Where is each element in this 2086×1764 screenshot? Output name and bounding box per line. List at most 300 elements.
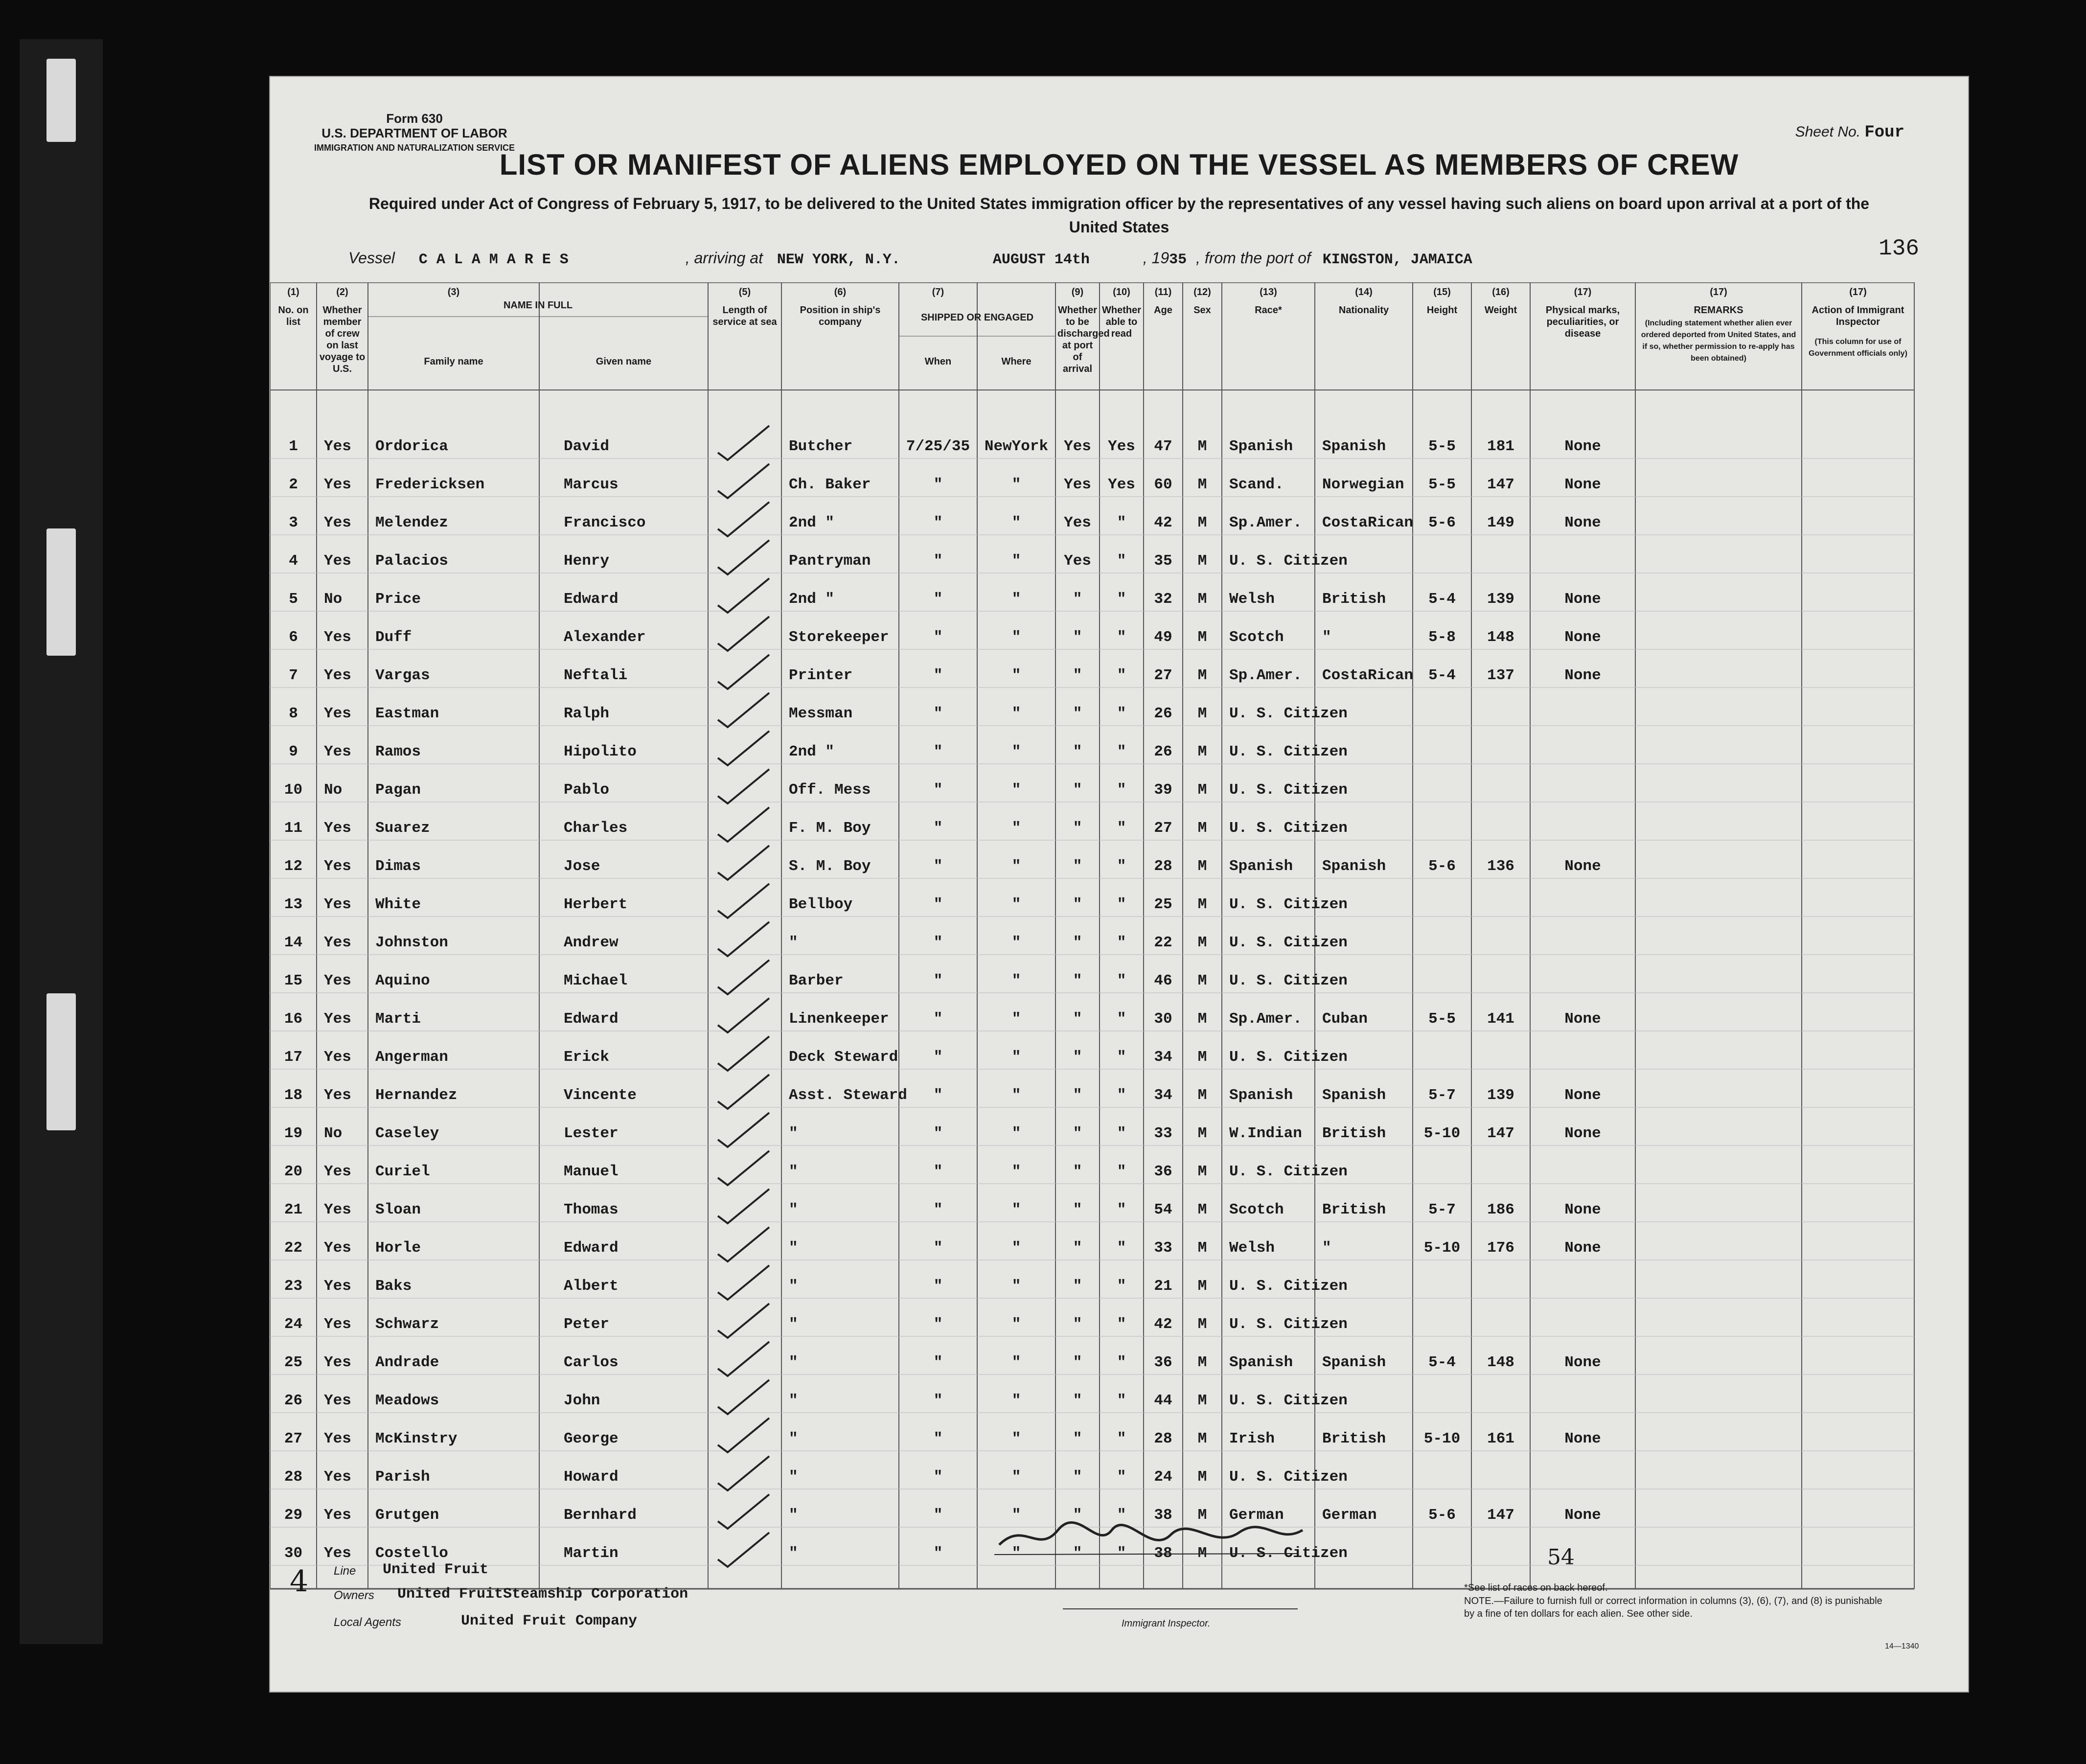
row-number: 29	[284, 1507, 303, 1524]
weight: 141	[1487, 1010, 1514, 1028]
position: F. M. Boy	[789, 820, 871, 837]
weight: 147	[1487, 1507, 1514, 1524]
age: 36	[1154, 1163, 1172, 1180]
row-number: 14	[284, 934, 303, 951]
height: 5-5	[1428, 438, 1456, 455]
able-to-read: "	[1117, 1430, 1126, 1447]
shipped-where: "	[1011, 896, 1021, 913]
shipped-when: "	[933, 1354, 943, 1371]
row-number: 19	[284, 1125, 303, 1142]
check-mark	[718, 731, 769, 765]
family-name: Grutgen	[375, 1507, 439, 1524]
shipped-when: "	[933, 1125, 943, 1142]
row-number: 3	[289, 514, 298, 531]
column-header-read: Whether able to read	[1102, 305, 1141, 339]
manifest-sheet	[269, 76, 1969, 1693]
weight: 137	[1487, 667, 1514, 684]
vessel-name: C A L A M A R E S	[418, 252, 569, 268]
last-voyage: Yes	[324, 1507, 351, 1524]
family-name: White	[375, 896, 421, 913]
family-name: Ordorica	[375, 438, 448, 455]
sex: M	[1197, 1201, 1207, 1218]
age: 35	[1154, 552, 1172, 570]
inspector-label: Immigrant Inspector.	[1122, 1618, 1211, 1629]
race: Sp.Amer.	[1229, 514, 1302, 531]
sex: M	[1197, 438, 1207, 455]
family-name: Baks	[375, 1278, 412, 1295]
last-voyage: No	[324, 1125, 343, 1142]
column-header-nationality: Nationality	[1338, 305, 1389, 316]
race: U. S. Citizen	[1229, 1545, 1348, 1562]
position: Pantryman	[789, 552, 871, 570]
position: Linenkeeper	[789, 1010, 889, 1028]
physical-marks: None	[1564, 1010, 1601, 1028]
check-mark	[718, 1075, 769, 1109]
line-value: United Fruit	[383, 1561, 489, 1578]
family-name: Dimas	[375, 858, 421, 875]
height: 5-6	[1428, 858, 1456, 875]
last-voyage: Yes	[324, 1392, 351, 1409]
column-number: (17)	[1574, 287, 1592, 298]
check-mark	[718, 578, 769, 613]
check-mark	[718, 960, 769, 994]
last-voyage: Yes	[324, 438, 351, 455]
row-number: 9	[289, 743, 298, 760]
last-voyage: Yes	[324, 972, 351, 989]
discharged: "	[1073, 1316, 1082, 1333]
nationality: Spanish	[1322, 1087, 1386, 1104]
race: German	[1229, 1507, 1284, 1524]
given-name: Bernhard	[564, 1507, 637, 1524]
discharged: "	[1073, 1239, 1082, 1257]
column-header-remarks: REMARKS	[1694, 305, 1743, 316]
discharged: Yes	[1064, 552, 1091, 570]
owners-label: Owners	[334, 1589, 374, 1602]
weight: 186	[1487, 1201, 1514, 1218]
given-name: Michael	[564, 972, 628, 989]
given-name: Edward	[564, 591, 619, 608]
weight: 139	[1487, 1087, 1514, 1104]
height: 5-10	[1423, 1239, 1461, 1257]
last-voyage: Yes	[324, 629, 351, 646]
position: Deck Steward	[789, 1049, 898, 1066]
age: 24	[1154, 1468, 1172, 1486]
shipped-where: "	[1011, 1201, 1021, 1218]
margin-mark: 4	[290, 1564, 309, 1599]
nationality: "	[1322, 629, 1331, 646]
last-voyage: No	[324, 781, 343, 799]
binder-edge	[20, 39, 103, 1644]
shipped-when: "	[933, 743, 943, 760]
last-voyage: Yes	[324, 705, 351, 722]
family-name: Andrade	[375, 1354, 439, 1371]
row-number: 20	[284, 1163, 303, 1180]
shipped-when: "	[933, 667, 943, 684]
age: 33	[1154, 1125, 1172, 1142]
discharged: "	[1073, 1507, 1082, 1524]
binder-tab	[46, 59, 76, 142]
weight: 148	[1487, 1354, 1514, 1371]
shipped-where: "	[1011, 705, 1021, 722]
department: U.S. DEPARTMENT OF LABOR	[321, 126, 507, 140]
given-name: Martin	[564, 1545, 619, 1562]
weight: 147	[1487, 1125, 1514, 1142]
sex: M	[1197, 1049, 1207, 1066]
able-to-read: "	[1117, 1278, 1126, 1295]
given-name: Edward	[564, 1239, 619, 1257]
position: "	[789, 1163, 798, 1180]
position: "	[789, 1468, 798, 1486]
last-voyage: Yes	[324, 1278, 351, 1295]
able-to-read: "	[1117, 629, 1126, 646]
column-number: (13)	[1260, 287, 1277, 298]
shipped-where: "	[1011, 1316, 1021, 1333]
last-voyage: Yes	[324, 858, 351, 875]
check-mark	[718, 1036, 769, 1071]
discharged: "	[1073, 1087, 1082, 1104]
check-mark	[718, 693, 769, 727]
last-voyage: Yes	[324, 1430, 351, 1447]
weight: 176	[1487, 1239, 1514, 1257]
binder-tab	[46, 528, 76, 656]
check-mark	[718, 1456, 769, 1490]
discharged: "	[1073, 1468, 1082, 1486]
last-voyage: Yes	[324, 1239, 351, 1257]
owners-value: United FruitSteamship Corporation	[397, 1586, 688, 1603]
column-number: (1)	[287, 287, 299, 298]
discharged: "	[1073, 1049, 1082, 1066]
shipped-where: "	[1011, 476, 1021, 493]
last-voyage: Yes	[324, 1087, 351, 1104]
given-name: Charles	[564, 820, 628, 837]
given-name: Howard	[564, 1468, 619, 1486]
nationality: British	[1322, 1201, 1386, 1218]
race: Scotch	[1229, 629, 1284, 646]
discharged: "	[1073, 705, 1082, 722]
physical-marks: None	[1564, 1239, 1601, 1257]
nationality: CostaRican	[1322, 514, 1414, 531]
given-name: Alexander	[564, 629, 646, 646]
position: Asst. Steward	[789, 1087, 907, 1104]
discharged: "	[1073, 972, 1082, 989]
shipped-where: "	[1011, 514, 1021, 531]
family-name: Suarez	[375, 820, 430, 837]
nationality: Norwegian	[1322, 476, 1404, 493]
age: 28	[1154, 1430, 1172, 1447]
family-name: Price	[375, 591, 421, 608]
family-name: Sloan	[375, 1201, 421, 1218]
position: "	[789, 1316, 798, 1333]
nationality: British	[1322, 591, 1386, 608]
column-number: (10)	[1113, 287, 1130, 298]
position: "	[789, 934, 798, 951]
discharged: "	[1073, 591, 1082, 608]
height: 5-4	[1428, 591, 1456, 608]
sex: M	[1197, 781, 1207, 799]
last-voyage: Yes	[324, 1049, 351, 1066]
page-subtitle: Required under Act of Congress of February 5, 1917, to be delivered to the United States immigration officer by the representatives of any vessel having such aliens on board upon arrival at a port of the United States	[368, 195, 1870, 236]
able-to-read: "	[1117, 1468, 1126, 1486]
given-name: Hipolito	[564, 743, 637, 760]
family-name: Pagan	[375, 781, 421, 799]
check-mark	[718, 1304, 769, 1338]
discharged: "	[1073, 1392, 1082, 1409]
able-to-read: "	[1117, 1316, 1126, 1333]
given-name: George	[564, 1430, 619, 1447]
race: Welsh	[1229, 591, 1275, 608]
column-header-race: Race*	[1255, 305, 1282, 316]
sex: M	[1197, 514, 1207, 531]
shipped-where: "	[1011, 1392, 1021, 1409]
able-to-read: "	[1117, 514, 1126, 531]
given-name: Pablo	[564, 781, 610, 799]
age: 47	[1154, 438, 1172, 455]
row-number: 16	[284, 1010, 303, 1028]
nationality: Spanish	[1322, 438, 1386, 455]
given-name: Manuel	[564, 1163, 619, 1180]
shipped-when: "	[933, 1316, 943, 1333]
row-number: 22	[284, 1239, 303, 1257]
age: 44	[1154, 1392, 1172, 1409]
race: U. S. Citizen	[1229, 972, 1348, 989]
position: Bellboy	[789, 896, 853, 913]
discharged: "	[1073, 667, 1082, 684]
race: U. S. Citizen	[1229, 1468, 1348, 1486]
discharged: "	[1073, 1430, 1082, 1447]
shipped-when: "	[933, 1545, 943, 1562]
check-mark	[718, 464, 769, 498]
discharged: "	[1073, 1010, 1082, 1028]
nationality: "	[1322, 1239, 1331, 1257]
height: 5-10	[1423, 1125, 1461, 1142]
given-name: Andrew	[564, 934, 619, 951]
given-name: Herbert	[564, 896, 628, 913]
discharged: "	[1073, 1278, 1082, 1295]
able-to-read: Yes	[1108, 476, 1135, 493]
shipped-when: "	[933, 1049, 943, 1066]
column-header-name: NAME IN FULL	[503, 300, 573, 311]
check-mark	[718, 1380, 769, 1414]
sex: M	[1197, 743, 1207, 760]
family-name: Melendez	[375, 514, 448, 531]
age: 42	[1154, 514, 1172, 531]
given-name: Edward	[564, 1010, 619, 1028]
row-number: 28	[284, 1468, 303, 1486]
race: U. S. Citizen	[1229, 705, 1348, 722]
column-number: (12)	[1193, 287, 1211, 298]
shipped-when: "	[933, 1201, 943, 1218]
column-number: (16)	[1492, 287, 1510, 298]
family-name: Duff	[375, 629, 412, 646]
row-number: 30	[284, 1545, 303, 1562]
shipped-when: "	[933, 820, 943, 837]
shipped-when: "	[933, 514, 943, 531]
family-name: Fredericksen	[375, 476, 485, 493]
shipped-where: "	[1011, 1545, 1021, 1562]
family-name: Vargas	[375, 667, 430, 684]
given-name: Erick	[564, 1049, 610, 1066]
page-number: 136	[1879, 236, 1919, 261]
row-number: 15	[284, 972, 303, 989]
family-name: Schwarz	[375, 1316, 439, 1333]
position: Barber	[789, 972, 844, 989]
age: 25	[1154, 896, 1172, 913]
given-name: Ralph	[564, 705, 610, 722]
race: Irish	[1229, 1430, 1275, 1447]
shipped-when: "	[933, 1239, 943, 1257]
height: 5-5	[1428, 1010, 1456, 1028]
age: 60	[1154, 476, 1172, 493]
given-name: Vincente	[564, 1087, 637, 1104]
service: IMMIGRATION AND NATURALIZATION SERVICE	[314, 143, 515, 153]
age: 42	[1154, 1316, 1172, 1333]
sex: M	[1197, 552, 1207, 570]
family-name: Eastman	[375, 705, 439, 722]
discharged: "	[1073, 1125, 1082, 1142]
family-name: Horle	[375, 1239, 421, 1257]
check-mark	[718, 502, 769, 536]
shipped-when: "	[933, 705, 943, 722]
check-mark	[718, 1113, 769, 1147]
shipped-where: "	[1011, 1239, 1021, 1257]
row-number: 10	[284, 781, 303, 799]
able-to-read: "	[1117, 1239, 1126, 1257]
given-name: Francisco	[564, 514, 646, 531]
sex: M	[1197, 1087, 1207, 1104]
shipped-when: "	[933, 781, 943, 799]
sex: M	[1197, 820, 1207, 837]
row-number: 21	[284, 1201, 303, 1218]
shipped-where: "	[1011, 1468, 1021, 1486]
column-number: (17)	[1849, 287, 1867, 298]
height: 5-7	[1428, 1087, 1456, 1104]
column-number: (14)	[1355, 287, 1373, 298]
check-mark	[718, 1342, 769, 1376]
race: Spanish	[1229, 858, 1293, 875]
race: Scand.	[1229, 476, 1284, 493]
line-label: Line	[334, 1564, 356, 1578]
position: 2nd "	[789, 514, 835, 531]
sex: M	[1197, 1010, 1207, 1028]
family-name: Aquino	[375, 972, 430, 989]
shipped-where: "	[1011, 820, 1021, 837]
row-number: 5	[289, 591, 298, 608]
discharged: Yes	[1064, 476, 1091, 493]
shipped-where: "	[1011, 591, 1021, 608]
check-mark	[718, 846, 769, 880]
column-header-shipped: SHIPPED OR ENGAGED	[920, 312, 1034, 323]
race: U. S. Citizen	[1229, 1278, 1348, 1295]
position: "	[789, 1392, 798, 1409]
shipped-when: "	[933, 1278, 943, 1295]
shipped-where: "	[1011, 1049, 1021, 1066]
check-mark	[718, 1418, 769, 1452]
shipped-when: "	[933, 1010, 943, 1028]
position: Printer	[789, 667, 853, 684]
age: 26	[1154, 705, 1172, 722]
column-number: (5)	[738, 287, 751, 298]
race: U. S. Citizen	[1229, 1163, 1348, 1180]
race: U. S. Citizen	[1229, 781, 1348, 799]
column-number: (17)	[1710, 287, 1727, 298]
year-suffix: 35	[1169, 252, 1187, 268]
family-name: Caseley	[375, 1125, 439, 1142]
given-name: Thomas	[564, 1201, 619, 1218]
row-number: 11	[284, 820, 303, 837]
race: Welsh	[1229, 1239, 1275, 1257]
column-header-given: Given name	[596, 356, 652, 367]
able-to-read: "	[1117, 781, 1126, 799]
last-voyage: Yes	[324, 1201, 351, 1218]
arriving-label: , arriving at	[685, 249, 763, 267]
physical-marks: None	[1564, 438, 1601, 455]
age: 38	[1154, 1507, 1172, 1524]
physical-marks: None	[1564, 629, 1601, 646]
shipped-where: "	[1011, 743, 1021, 760]
weight: 161	[1487, 1430, 1514, 1447]
position: "	[789, 1545, 798, 1562]
position: "	[789, 1354, 798, 1371]
row-number: 7	[289, 667, 298, 684]
age: 34	[1154, 1087, 1172, 1104]
shipped-when: "	[933, 896, 943, 913]
page-title: LIST OR MANIFEST OF ALIENS EMPLOYED ON THE VESSEL AS MEMBERS OF CREW	[499, 148, 1739, 181]
discharged: "	[1073, 820, 1082, 837]
able-to-read: "	[1117, 591, 1126, 608]
sex: M	[1197, 629, 1207, 646]
family-name: Angerman	[375, 1049, 448, 1066]
family-name: Costello	[375, 1545, 448, 1562]
shipped-where: "	[1011, 552, 1021, 570]
given-name: Carlos	[564, 1354, 619, 1371]
family-name: Johnston	[375, 934, 448, 951]
age: 33	[1154, 1239, 1172, 1257]
shipped-where: "	[1011, 781, 1021, 799]
able-to-read: "	[1117, 858, 1126, 875]
position: Storekeeper	[789, 629, 889, 646]
able-to-read: "	[1117, 972, 1126, 989]
print-code: 14—1340	[1885, 1642, 1919, 1650]
race: Spanish	[1229, 438, 1293, 455]
physical-marks: None	[1564, 1354, 1601, 1371]
position: "	[789, 1278, 798, 1295]
shipped-when: "	[933, 1430, 943, 1447]
given-name: Peter	[564, 1316, 610, 1333]
able-to-read: "	[1117, 896, 1126, 913]
binder-tab	[46, 993, 76, 1130]
height: 5-4	[1428, 667, 1456, 684]
form-number: Form 630	[386, 111, 443, 126]
crew-table	[270, 282, 1968, 1633]
sex: M	[1197, 934, 1207, 951]
row-number: 26	[284, 1392, 303, 1409]
position: "	[789, 1430, 798, 1447]
sex: M	[1197, 1278, 1207, 1295]
vessel-line	[304, 249, 1934, 268]
agents-label: Local Agents	[334, 1616, 401, 1629]
check-mark	[718, 1494, 769, 1529]
penalty-note: NOTE.—Failure to furnish full or correct information in columns (3), (6), (7), and (8) is punishable by a fine of ten dollars for each alien. See other side.	[1464, 1596, 1882, 1619]
arrival-date: AUGUST 14th	[992, 252, 1090, 268]
year-prefix: , 19	[1143, 249, 1169, 267]
race: U. S. Citizen	[1229, 1049, 1348, 1066]
sex: M	[1197, 1354, 1207, 1371]
shipped-where: "	[1011, 858, 1021, 875]
position: Messman	[789, 705, 853, 722]
height: 5-5	[1428, 476, 1456, 493]
race: Spanish	[1229, 1354, 1293, 1371]
age: 39	[1154, 781, 1172, 799]
